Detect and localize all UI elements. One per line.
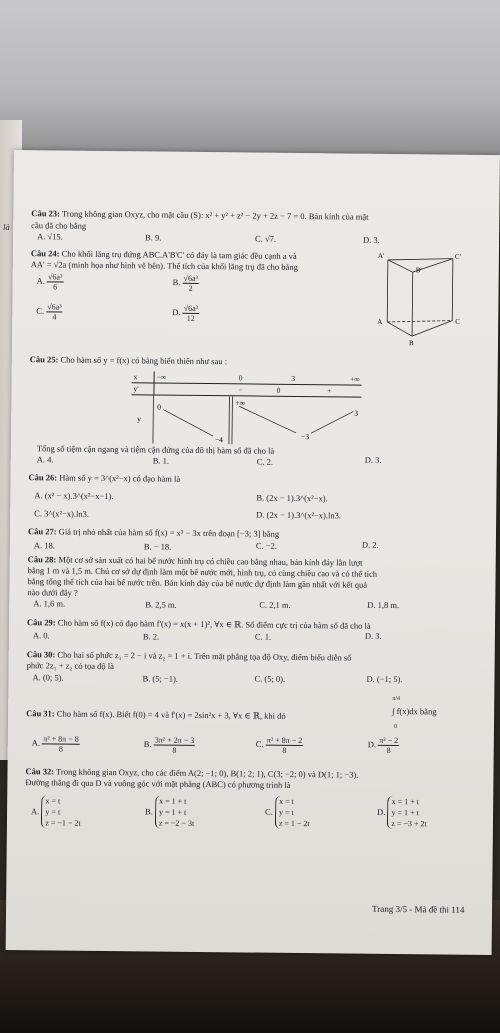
option-d: D. (−1; 5). xyxy=(366,673,403,685)
svg-text:−4: −4 xyxy=(214,435,224,445)
option-d: D. (2x − 1).3^(x²−x).ln3. xyxy=(256,509,342,521)
question-number: Câu 29: xyxy=(27,617,56,628)
svg-text:−3: −3 xyxy=(300,432,310,442)
option-a: A. 4. xyxy=(36,454,54,465)
question-text-cont: Đường thẳng đi qua D và vuông góc với mặt phẳng (ABC) có phương trình là xyxy=(25,777,291,790)
fraction: $\frac{\text{3π² + 2π − 3}}{8}$ xyxy=(154,735,195,755)
fraction: $\frac{\text{√6a³}}{2}$ xyxy=(183,273,198,293)
equation-system: x = t y = t z = −1 − 2t xyxy=(41,795,81,828)
option-a: A. $\frac{\text{π² + 8π − 8}}{8}$ xyxy=(31,734,79,754)
equation-system: x = 1 + t y = 1 + t z = −3 + 2t xyxy=(387,796,427,829)
option-b: B. 2,5 m. xyxy=(145,599,177,610)
question-text: Cho hàm số y = f(x) có bảng biến thiên như sau : xyxy=(60,354,228,367)
option-d: D. 3. xyxy=(364,454,382,465)
question-29 xyxy=(27,617,371,632)
option-b: B. $\frac{\text{√6a³}}{2}$ xyxy=(172,273,198,293)
option-b: B. − 18. xyxy=(143,541,172,552)
question-text: Một cơ sở sản xuất có hai bể nước hình trụ có chiều cao bằng nhau, bán kính đáy lần lượt xyxy=(58,554,363,568)
option-a: A. 0. xyxy=(32,630,50,641)
page-footer: Trang 3/5 - Mã đề thi 114 xyxy=(372,903,465,915)
question-text: Trong không gian Oxyz, cho các điểm A(2; −1; 0), B(1; 2; 1), C(3; −2; 0) và D(1; 1; −3). xyxy=(56,766,359,780)
option-d: D. x = 1 + t y = 1 + t z = −3 + 2t xyxy=(377,796,427,829)
fraction: $\frac{\text{√6a³}}{6}$ xyxy=(48,272,63,292)
option-a: A. x = t y = t z = −1 − 2t xyxy=(31,796,81,828)
option-d: D. 3. xyxy=(363,234,380,245)
label-b-prime: B' xyxy=(415,266,422,275)
question-text: Cho hàm số f(x). Biết f(0) = 4 và f'(x) = 2sin²x + 3, ∀x ∈ ℝ, khi đó xyxy=(56,708,286,721)
question-text-cont: AA' = √2a (minh họa như hình vẽ bên). Thể tích của khối lăng trụ đã cho bằng xyxy=(30,259,298,272)
option-b: B. x = 1 + t y = 1 + t z = −2 − 3t xyxy=(145,796,195,828)
question-31 xyxy=(26,708,286,722)
fraction: $\frac{\text{π² + 8π − 2}}{8}$ xyxy=(266,735,303,755)
fraction: $\frac{\text{√6a³}}{4}$ xyxy=(47,302,62,322)
option-a: A. $\frac{\text{√6a³}}{6}$ xyxy=(36,272,63,292)
option-c: C. x = t y = t z = 1 − 2t xyxy=(265,796,310,829)
question-number: Câu 26: xyxy=(28,472,58,483)
question-text: Hàm số y = 3^(x²−x) có đạo hàm là xyxy=(59,472,181,484)
integral: ∫ f(x)dx bằng xyxy=(392,705,437,717)
label-b: B xyxy=(408,339,414,348)
question-27 xyxy=(28,526,279,540)
svg-text:0: 0 xyxy=(157,402,162,412)
option-b: B. $\frac{\text{3π² + 2π − 3}}{8}$ xyxy=(143,735,195,755)
svg-text:y: y xyxy=(137,414,141,424)
question-text: Cho hàm số f(x) có đạo hàm f'(x) = x(x + 1)², ∀x ∈ ℝ. Số điểm cực trị của hàm số đã cho là xyxy=(57,617,371,631)
question-text-cont: Tổng số tiệm cận ngang và tiệm cận đứng của đồ thị hàm số đã cho là xyxy=(36,443,275,456)
label-a: A xyxy=(377,317,383,326)
question-text: Giá trị nhỏ nhất của hàm số f(x) = x³ − 3x trên đoạn [−3; 3] bằng xyxy=(58,526,280,539)
question-number: Câu 30: xyxy=(26,649,56,660)
exam-page xyxy=(3,150,500,955)
option-b: B. (5; −1). xyxy=(142,673,179,684)
question-text: Cho khối lăng trụ đứng ABC.A'B'C' có đáy là tam giác đều cạnh a và xyxy=(61,248,297,261)
option-a: A. 1,6 m. xyxy=(33,598,66,609)
question-26 xyxy=(29,472,181,485)
option-d: D. 3. xyxy=(364,630,382,641)
label-c-prime: C' xyxy=(454,252,461,261)
option-a: A. (0; 5). xyxy=(32,672,64,683)
y-row xyxy=(131,395,361,445)
option-d: D. 1,8 m. xyxy=(367,599,400,611)
question-text: Cho hai số phức z₁ = 2 − i và z₂ = 1 + i. Trên mặt phẳng tọa độ Oxy, điểm biểu diễn số xyxy=(57,649,352,663)
background-top xyxy=(0,0,500,160)
question-number: Câu 25: xyxy=(29,354,59,365)
fraction: $\frac{\text{π² − 2}}{8}$ xyxy=(379,735,399,755)
integral-lower: 0 xyxy=(393,724,398,731)
question-text-cont: cầu đã cho bằng xyxy=(31,220,87,231)
question-text-cont: nào dưới đây ? xyxy=(27,587,78,598)
yprime-header: y' xyxy=(131,383,154,395)
fraction: $\frac{\text{√6a³}}{12}$ xyxy=(183,303,199,323)
equation-system: x = 1 + t y = 1 + t z = −2 − 3t xyxy=(155,796,195,829)
label-a-prime: A' xyxy=(377,251,385,260)
side-note: là xyxy=(3,221,10,232)
question-25 xyxy=(30,354,227,367)
option-d: D. 2. xyxy=(361,539,379,550)
question-text: Trong không gian Oxyz, cho mặt cầu (S): x² + y² + z² − 2y + 2z − 7 = 0. Bán kính của mặt xyxy=(61,208,369,222)
option-c: C. (5; 0). xyxy=(254,673,286,684)
question-number: Câu 32: xyxy=(25,766,55,777)
option-c: C. 3^(x²−x).ln3. xyxy=(34,508,90,519)
question-text-cont: bằng tổng thể tích của hai bể nước trên. Bán kính đáy của bể nước dự định làm gần nhất với kết quả xyxy=(27,576,368,590)
svg-text:+∞: +∞ xyxy=(235,398,245,408)
option-a: A. 18. xyxy=(33,540,55,551)
option-a: A. (x² − x).3^(x²−x−1). xyxy=(34,490,114,502)
question-number: Câu 24: xyxy=(30,248,60,259)
label-c: C xyxy=(455,317,460,326)
prism-figure xyxy=(377,248,468,349)
option-c: C. √7. xyxy=(255,233,277,244)
option-a: A. √15. xyxy=(37,231,63,242)
svg-text:3: 3 xyxy=(354,408,359,418)
question-number: Câu 31: xyxy=(26,708,55,719)
question-number: Câu 27: xyxy=(27,526,57,537)
option-b: B. (2x − 1).3^(x²−x). xyxy=(256,492,328,504)
variation-table: x −∞ 0 3 +∞ y' − 0 + y 0 +∞ 3 −4 −3 xyxy=(131,371,362,445)
question-text-cont: bằng 1 m và 1,5 m. Chủ cơ sở dự định làm một bể nước mới, hình trụ, có cùng chiều cao và có thể tích xyxy=(27,565,378,579)
fraction: $\frac{\text{π² + 8π − 8}}{8}$ xyxy=(43,734,79,754)
option-c: C. −2. xyxy=(255,540,278,551)
option-c: C. 2,1 m. xyxy=(259,599,291,610)
question-number: Câu 28: xyxy=(27,554,57,565)
option-c: C. 1. xyxy=(254,631,272,642)
option-b: B. 1. xyxy=(152,455,170,466)
option-b: B. 9. xyxy=(145,232,162,243)
question-text-cont: phức 2z₁ + z₂ có tọa độ là xyxy=(26,660,114,672)
option-c: C. $\frac{\text{π² + 8π − 2}}{8}$ xyxy=(255,735,303,755)
equation-system: x = t y = t z = 1 − 2t xyxy=(275,796,310,829)
option-c: C. 2. xyxy=(256,456,274,467)
x-header: x xyxy=(132,371,155,383)
option-d: D. $\frac{\text{π² − 2}}{8}$ xyxy=(367,735,399,755)
option-d: D. $\frac{\text{√6a³}}{12}$ xyxy=(172,303,199,323)
option-b: B. 2. xyxy=(142,631,160,642)
option-c: C. $\frac{\text{√6a³}}{4}$ xyxy=(36,302,62,322)
question-number: Câu 23: xyxy=(31,208,60,219)
integral-upper: π/4 xyxy=(392,695,401,703)
